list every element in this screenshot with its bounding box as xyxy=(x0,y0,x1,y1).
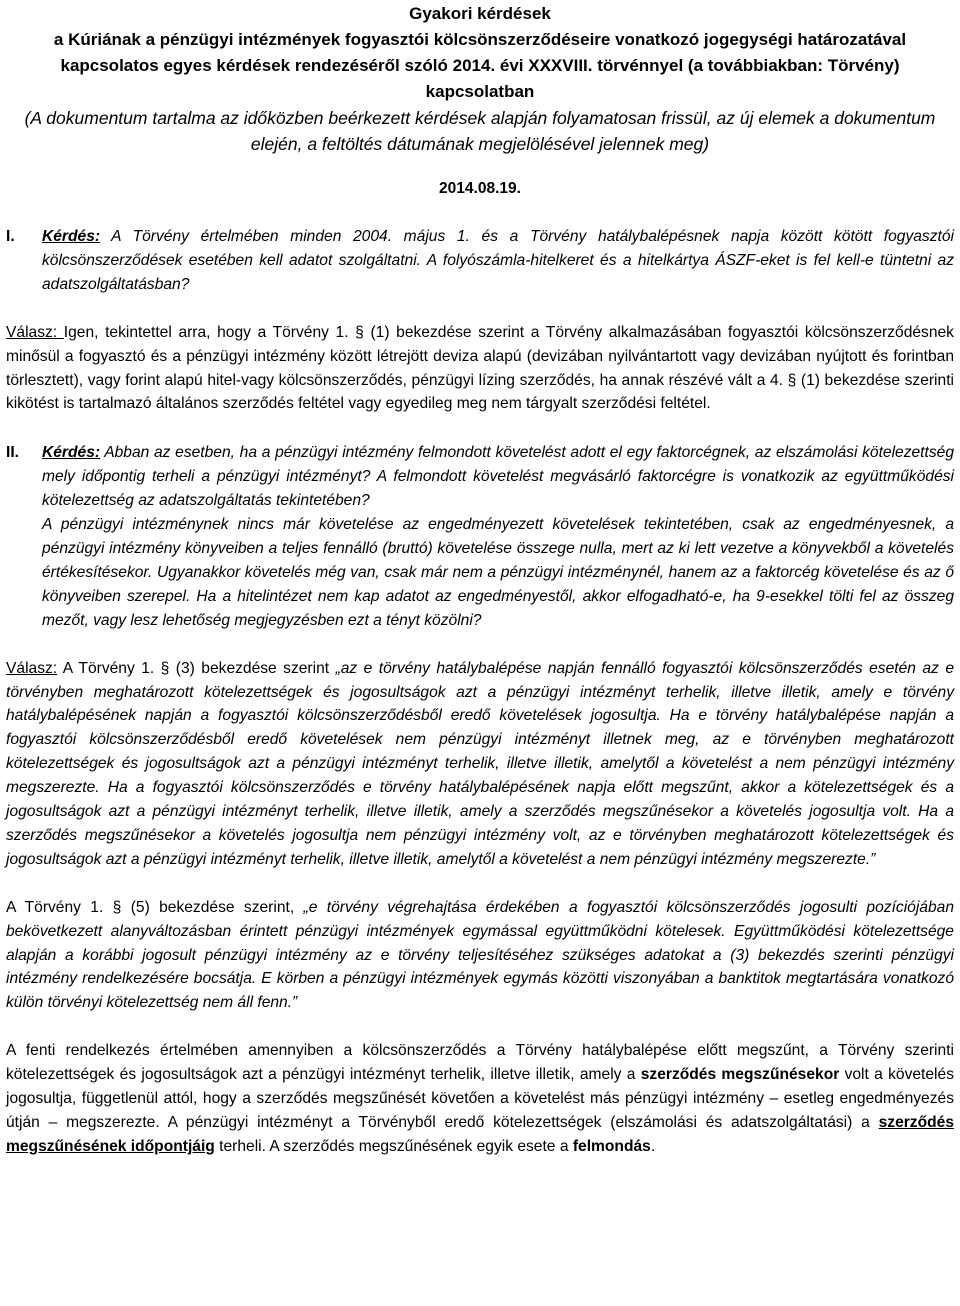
question-1-label: Kérdés: xyxy=(42,228,101,245)
answer-1-label: Válasz: xyxy=(6,323,64,341)
answer-2-p3-text-a: A fenti rendelkezés értelmében amennyiben a kölcsönszerződés a Törvény hatálybalépése előtt megszűnt, a Törvény szerinti kötelezettségek és jogosultságok azt a pénzügyi intézményt terhelik, illetve illetik, amely a xyxy=(6,1042,954,1084)
question-2-text xyxy=(42,441,954,632)
answer-2-p3-bold-c: felmondás xyxy=(572,1137,651,1155)
answer-2-p2-quote: „e törvény végrehajtása érdekében a fogyasztói kölcsönszerződés jogosulti pozíciójában bekövetkezett alanyváltozásban érintett pénzügyi intézmények egymással együttműködni kötelesek. Együttműködési kötelezettsége alapján a korábbi jogosult pénzügyi intézmény az e törvény teljesítéséhez szükséges adatokat a (3) bekezdés szerinti pénzügyi intézmény rendelkezésére bocsátja. E körben a pénzügyi intézmények egymás közötti viszonyában a banktitok megtartására vonatkozó külön törvényi kötelezettség nem áll fenn.” xyxy=(6,898,954,1012)
question-2-body-2: A pénzügyi intézménynek nincs már követelése az engedményezett követelések tekintetében, csak az engedményesnek, a pénzügyi intézmény könyveiben a teljes fennálló (bruttó) követelése összege nulla, mert az ki lett vezetve a könyvekből a követelés értékesítésekor. Ugyanakkor követelés még van, csak már nem a pénzügyi intézménynél, hanem az a faktorcég követelése és az ő könyveiben szerepel. Ha a hitelintézet nem kap adatot az engedményestől, akkor elfogadható-e, ha 9-esekkel tölti fel az összeg mezőt, vagy lesz lehetőség megjegyzésben ezt a tényt közölni? xyxy=(42,516,954,629)
question-1 xyxy=(6,225,954,297)
doc-date: 2014.08.19. xyxy=(439,180,521,197)
question-1-number: I. xyxy=(6,228,15,245)
answer-2-intro: A Törvény 1. § (3) bekezdése szerint xyxy=(57,659,336,677)
answer-2-p3-text-b: volt a követelés jogosultja, függetlenül attól, hogy a szerződés megszűnését követően a követelést más pénzügyi intézmény – esetleg engedményezés útján – megszerezte. A pénzügyi intézményt a Törvényből eredő kötelezettségek (elszámolási és adatszolgáltatási) a xyxy=(6,1066,954,1131)
doc-note: (A dokumentum tartalma az időközben beérkezett kérdések alapján folyamatosan frissül, az új elemek a dokumentum elején, a feltöltés dátumának megjelölésével jelennek meg) xyxy=(24,108,936,154)
question-2 xyxy=(6,441,954,632)
question-1-text xyxy=(42,225,954,297)
answer-2-label: Válasz: xyxy=(6,659,58,677)
doc-subtitle-line-3: kapcsolatban xyxy=(425,82,535,101)
answer-2-paragraph-2 xyxy=(6,896,954,1016)
answer-2-p3-text-c: terheli. A szerződés megszűnésének egyik esete a xyxy=(214,1137,573,1155)
answer-2-quote: „az e törvény hatálybalépése napján fennálló fogyasztói kölcsönszerződés esetén az e törvényben meghatározott kötelezettségek és jogosultságok azt a pénzügyi intézményt terhelik, illetve illetik, amely e törvény hatálybalépésének napján a fogyasztói kölcsönszerződésből eredő követelések jogosultja. Ha e törvény hatálybalépése napján a fogyasztói kölcsönszerződésből eredő követelések nem pénzügyi intézményt illetnek meg, az e törvényben meghatározott kötelezettségek és jogosultságok azt a pénzügyi intézményt terhelik, illetve illetik, amelytől a követelést a nem pénzügyi intézmény megszerezte. Ha a fogyasztói kölcsönszerződés e törvény hatálybalépésének napja előtt megszűnt, akkor a kötelezettségek és a jogosultságok azt a pénzügyi intézményt terhelik, illetve illetik, amely a szerződés megszűnésekor a követelés jogosultja volt. Ha a szerződés megszűnésekor a követelés jogosultja nem pénzügyi intézmény volt, az e törvényben meghatározott kötelezettségek és jogosultságok azt a pénzügyi intézményt terhelik, illetve illetik, amelytől a követelést a nem pénzügyi intézmény megszerezte.” xyxy=(6,659,954,868)
question-2-body: Abban az esetben, ha a pénzügyi intézmény felmondott követelést adott el egy faktorcégnek, az elszámolási kötelezettség mely időpontig terheli a pénzügyi intézményt? A felmondott követelést megvásárló faktorcégre is vonatkozik az együttműködési kötelezettség az adatszolgáltatás tekintetében? xyxy=(42,444,954,510)
answer-1 xyxy=(6,321,954,417)
question-2-number: II. xyxy=(6,444,19,462)
doc-subtitle-line-1: a Kúriának a pénzügyi intézmények fogyasztói kölcsönszerződéseire vonatkozó jogegységi határozatával xyxy=(53,30,907,49)
answer-2-p2-intro: A Törvény 1. § (5) bekezdése szerint, xyxy=(6,898,304,916)
doc-subtitle-line-2: kapcsolatos egyes kérdések rendezéséről szóló 2014. évi XXXVIII. törvénnyel (a továbbiakban: Törvény) xyxy=(60,56,900,75)
question-2-label: Kérdés: xyxy=(42,444,101,462)
answer-1-body: Igen, tekintettel arra, hogy a Törvény 1. § (1) bekezdése szerint a Törvény alkalmazásában fogyasztói kölcsönszerződésnek minősül a fogyasztó és a pénzügyi intézmény között létrejött deviza alapú (devizában nyilvántartott vagy devizában nyújtott és forintban törlesztett), vagy forint alapú hitel-vagy kölcsönszerződés, pénzügyi lízing szerződés, ha annak részévé vált a 4. § (1) bekezdése szerinti kikötést is tartalmazó általános szerződés feltétel vagy egyedileg meg nem tárgyalt szerződési feltétel. xyxy=(6,323,954,413)
question-1-body: A Törvény értelmében minden 2004. május 1. és a Törvény hatálybalépésnek napja között kötött fogyasztói kölcsönszerződések esetében kell adatot szolgáltatni. A folyószámla-hitelkeret és a hitelkártya ÁSZF-eket is fel kell-e tüntetni az adatszolgáltatásban? xyxy=(42,228,954,293)
answer-2 xyxy=(6,657,954,872)
answer-2-p3-bold-a: szerződés megszűnésekor xyxy=(640,1066,840,1084)
answer-2-p3-text-d: . xyxy=(650,1137,656,1155)
answer-2-p3-bold-b: szerződés megszűnésének időpontjáig xyxy=(6,1114,954,1155)
doc-title: Gyakori kérdések xyxy=(409,4,551,23)
answer-2-paragraph-3 xyxy=(6,1039,954,1159)
